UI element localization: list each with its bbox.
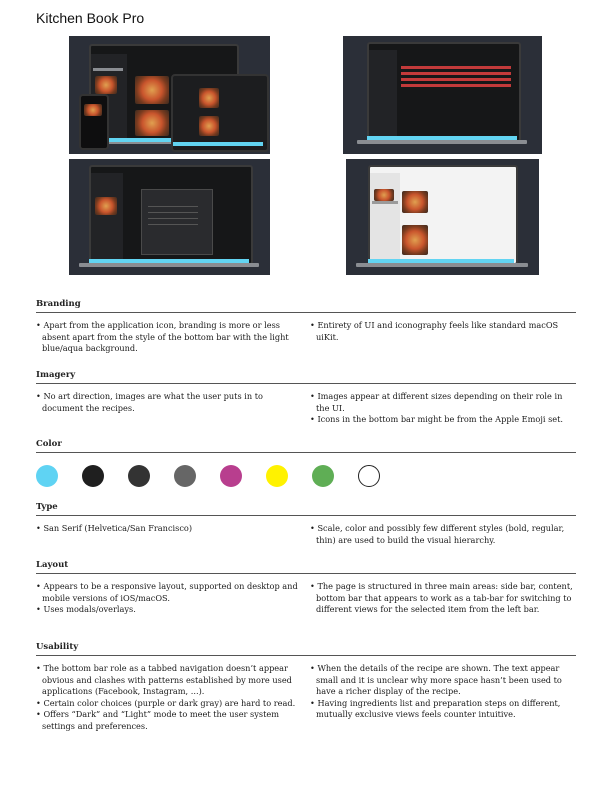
list-item: • Icons in the bottom bar might be from the Apple Emoji set. (310, 414, 576, 426)
color-swatch (128, 465, 150, 487)
section-color (36, 439, 576, 453)
list-item: • When the details of the recipe are shown. The text appear small and it is unclear why more space hasn’t been used to have a richer display of the recipe. (310, 663, 576, 698)
list-item: • Scale, color and possibly few different styles (bold, regular, thin) are used to build the visual hierarchy. (310, 523, 576, 546)
color-swatch (220, 465, 242, 487)
list-item: • Certain color choices (purple or dark gray) are hard to read. (36, 698, 302, 710)
list-item: • Having ingredients list and preparation steps on different, mutually exclusive views feels counter intuitive. (310, 698, 576, 721)
section-heading: Layout (36, 560, 576, 574)
section-usability (36, 642, 576, 733)
color-swatch (36, 465, 58, 487)
list-item: • Images appear at different sizes depending on their role in the UI. (310, 391, 576, 414)
screenshot-list (343, 36, 542, 154)
color-swatch (312, 465, 334, 487)
list-item: • San Serif (Helvetica/San Francisco) (36, 523, 302, 535)
color-swatches (36, 465, 404, 487)
section-branding (36, 299, 576, 355)
section-layout (36, 560, 576, 616)
section-heading: Branding (36, 299, 576, 313)
section-type (36, 502, 576, 546)
section-heading: Usability (36, 642, 576, 656)
section-heading: Imagery (36, 370, 576, 384)
color-swatch (266, 465, 288, 487)
list-item: • Uses modals/overlays. (36, 604, 302, 616)
color-swatch (358, 465, 380, 487)
list-item: • Offers “Dark” and “Light” mode to meet the user system settings and preferences. (36, 709, 302, 732)
section-heading: Type (36, 502, 576, 516)
list-item: • Appears to be a responsive layout, supported on desktop and mobile versions of iOS/macOS. (36, 581, 302, 604)
section-heading: Color (36, 439, 576, 453)
screenshot-light-mode (346, 159, 539, 275)
list-item: • Apart from the application icon, branding is more or less absent apart from the style of the bottom bar with the light blue/aqua background. (36, 320, 302, 355)
screenshot-modal (69, 159, 270, 275)
list-item: • The bottom bar role as a tabbed navigation doesn’t appear obvious and clashes with patterns established by more used applications (Facebook, Instagram, ...). (36, 663, 302, 698)
screenshot-devices (69, 36, 270, 154)
list-item: • Entirety of UI and iconography feels like standard macOS uiKit. (310, 320, 576, 343)
page-title: Kitchen Book Pro (36, 10, 145, 26)
list-item: • No art direction, images are what the user puts in to document the recipes. (36, 391, 302, 414)
color-swatch (82, 465, 104, 487)
section-imagery (36, 370, 576, 426)
color-swatch (174, 465, 196, 487)
list-item: • The page is structured in three main areas: side bar, content, bottom bar that appears to work as a tab-bar for switching to different views for the selected item from the left bar. (310, 581, 576, 616)
